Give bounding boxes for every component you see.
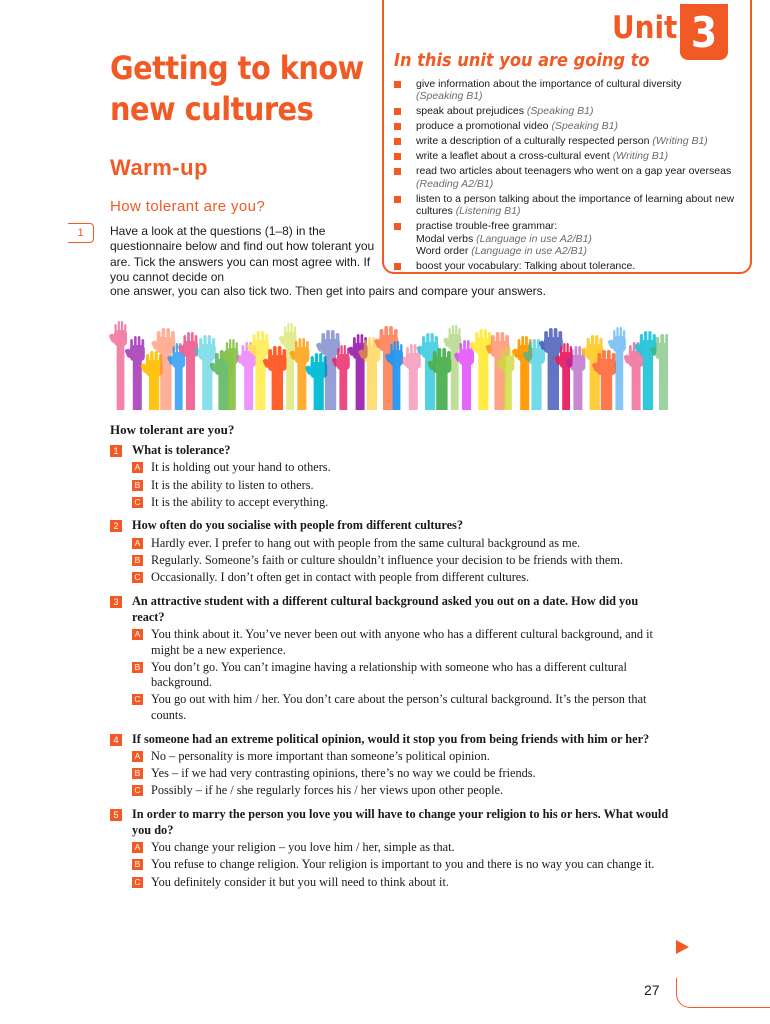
answer-letter: C	[132, 694, 143, 705]
question-text: An attractive student with a different cultural background asked you out on a date. How did you react?	[132, 593, 639, 624]
aim-item: give information about the importance of cultural diversity (Speaking B1)	[394, 78, 750, 103]
question-number: 1	[110, 445, 122, 457]
square-bullet-icon	[394, 153, 401, 160]
question	[110, 518, 670, 585]
answer-option[interactable]: C You go out with him / her. You don’t care about the person’s cultural background. It’s the person that counts.	[110, 692, 670, 723]
question-text: If someone had an extreme political opinion, would it stop you from being friends with him or her?	[132, 731, 650, 746]
aims-title: In this unit you are going to	[394, 50, 650, 71]
questionnaire	[110, 420, 670, 898]
page-corner-decoration	[676, 978, 770, 1008]
answer-option[interactable]: C Occasionally. I don’t often get in contact with people from different cultures.	[110, 570, 670, 586]
square-bullet-icon	[394, 81, 401, 88]
answer-letter: A	[132, 842, 143, 853]
warmup-heading: Warm-up	[110, 155, 209, 180]
answer-option[interactable]: B You don’t go. You can’t imagine having a relationship with someone who has a different cultural background.	[110, 660, 670, 691]
answer-letter: C	[132, 497, 143, 508]
square-bullet-icon	[394, 196, 401, 203]
question	[110, 443, 670, 510]
next-page-arrow-icon[interactable]	[676, 940, 689, 954]
title-line-1: Getting to know	[110, 49, 364, 87]
answer-option[interactable]: A You change your religion – you love him / her, simple as that.	[110, 840, 670, 856]
answer-option[interactable]: B It is the ability to listen to others.	[110, 478, 670, 494]
answer-letter: B	[132, 662, 143, 673]
raised-hands-illustration	[108, 316, 668, 410]
exercise-instructions-end: one answer, you can also tick two. Then get into pairs and compare your answers.	[110, 284, 547, 298]
raised-hand	[400, 344, 421, 410]
unit-label: Unit	[612, 10, 678, 46]
answer-letter: B	[132, 480, 143, 491]
answer-letter: C	[132, 785, 143, 796]
question-number: 3	[110, 596, 122, 608]
answer-letter: B	[132, 555, 143, 566]
question-text: What is tolerance?	[132, 443, 231, 457]
answer-letter: A	[132, 629, 143, 640]
aim-item: produce a promotional video (Speaking B1)	[394, 120, 750, 132]
answer-letter: A	[132, 462, 143, 473]
square-bullet-icon	[394, 223, 401, 230]
answer-option[interactable]: C Possibly – if he / she regularly forces his / her views upon other people.	[110, 783, 670, 799]
exercise-instructions: Have a look at the questions (1–8) in the questionnaire below and find out how tolerant you are. Tick the answers you can most agree with. If you cannot decide on	[110, 224, 375, 285]
square-bullet-icon	[394, 263, 401, 270]
square-bullet-icon	[394, 168, 401, 175]
answer-letter: A	[132, 751, 143, 762]
raised-hand	[538, 328, 563, 410]
answer-option[interactable]: B You refuse to change religion. Your religion is important to you and there is no way you can change it.	[110, 857, 670, 873]
square-bullet-icon	[394, 108, 401, 115]
answer-letter: C	[132, 572, 143, 583]
answer-option[interactable]: A You think about it. You’ve never been out with anyone who has a different cultural background, and it might be a new experience.	[110, 627, 670, 658]
page-number: 27	[644, 982, 660, 998]
aim-item: write a description of a culturally respected person (Writing B1)	[394, 135, 750, 147]
question	[110, 732, 670, 799]
answer-letter: A	[132, 538, 143, 549]
aim-item: listen to a person talking about the importance of learning about new cultures (Listening B1)	[394, 193, 750, 218]
unit-number-badge: 3	[680, 4, 728, 60]
answer-option[interactable]: B Yes – if we had very contrasting opinions, there’s no way we could be friends.	[110, 766, 670, 782]
aims-list	[394, 78, 750, 275]
question-number: 2	[110, 520, 122, 532]
answer-option[interactable]: C It is the ability to accept everything.	[110, 495, 670, 511]
square-bullet-icon	[394, 123, 401, 130]
aim-item: read two articles about teenagers who went on a gap year overseas (Reading A2/B1)	[394, 165, 750, 190]
answer-option[interactable]: B Regularly. Someone’s faith or culture shouldn’t influence your decision to be friends with them.	[110, 553, 670, 569]
question-number: 4	[110, 734, 122, 746]
answer-letter: B	[132, 768, 143, 779]
question-text: How often do you socialise with people from different cultures?	[132, 518, 463, 533]
page-title	[110, 48, 370, 130]
answer-letter: B	[132, 859, 143, 870]
title-line-2: new cultures	[110, 90, 314, 128]
raised-hand	[124, 336, 145, 410]
answer-option[interactable]: A Hardly ever. I prefer to hang out with people from the same cultural background as me.	[110, 536, 670, 552]
answer-option[interactable]: C You definitely consider it but you will need to think about it.	[110, 875, 670, 891]
aim-item: boost your vocabulary: Talking about tolerance.	[394, 260, 750, 272]
raised-hand	[469, 329, 492, 410]
section-heading: How tolerant are you?	[110, 198, 266, 215]
question-number: 5	[110, 809, 122, 821]
answer-letter: C	[132, 877, 143, 888]
aim-item: practise trouble-free grammar: Modal verbs (Language in use A2/B1) Word order (Language in use A2/B1)	[394, 220, 750, 257]
question-text: In order to marry the person you love you will have to change your religion to his or hers. What would you do?	[132, 807, 669, 837]
exercise-number: 1	[68, 223, 94, 243]
raised-hand	[108, 321, 127, 410]
square-bullet-icon	[394, 138, 401, 145]
question	[110, 807, 670, 890]
aim-item: write a leaflet about a cross-cultural event (Writing B1)	[394, 150, 750, 162]
questionnaire-title: How tolerant are you?	[110, 422, 235, 437]
question	[110, 594, 670, 724]
answer-option[interactable]: A No – personality is more important than someone’s political opinion.	[110, 749, 670, 765]
aim-item: speak about prejudices (Speaking B1)	[394, 105, 750, 117]
answer-option[interactable]: A It is holding out your hand to others.	[110, 460, 670, 476]
